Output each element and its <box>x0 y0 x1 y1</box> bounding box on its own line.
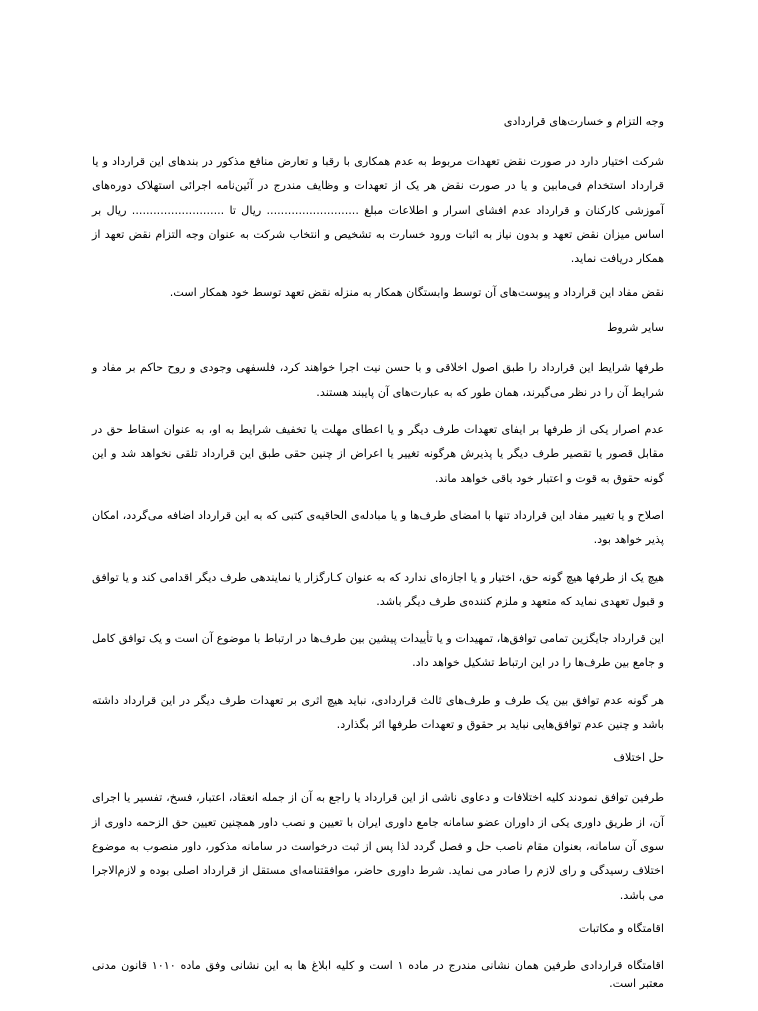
section-heading-penalty: وجه التزام و خسارت‌های قراردادی <box>503 115 664 128</box>
paragraph-no-waiver: عدم اصرار یکی از طرفها بر ایفای تعهدات طرف دیگر و یا اعطای مهلت یا تخفیف شرایط به او، به عنوان اسقاط حق در مقابل قصور یا تقصیر طرف دیگر یا پذیرش هرگونه تغییر یا اعراض از چنین حقی طبق این قرارداد تلقی نخواهد شد و این گونه حقوق به قوت و اعتبار خود باقی خواهد ماند. <box>92 423 664 485</box>
document-page <box>92 114 664 1011</box>
paragraph-penalty-amount: شرکت اختیار دارد در صورت نقض تعهدات مربوط به عدم همکاری با رقبا و تعارض منافع مذکور در بندهای این قرارداد و یا قرارداد استخدام فی‌مابین و یا در صورت نقض هر یک از تعهدات و وظایف مندرج در آئین‌نامه اجرائی استهلاک دوره‌های آموزشی کارکنان و قرارداد عدم افشای اسرار و اطلاعات مبلغ .......................... ریال تا .......................... ریال بر اساس میزان نقض تعهد و بدون نیاز به اثبات ورود خسارت به تشخیص و انتخاب شرکت به عنوان وجه التزام نقض تعهد از همکار دریافت نماید. <box>92 155 664 266</box>
paragraph-good-faith: طرفها شرایط این قرارداد را طبق اصول اخلاقی و با حسن نیت اجرا خواهند کرد، فلسفهی وجودی و روح حاکم بر مفاد و شرایط آن را در نظر می‌گیرند، همان طور که به عبارت‌های آن پایبند هستند. <box>92 361 664 399</box>
paragraph-dependents-breach: نقض مفاد این قرارداد و پیوست‌های آن توسط وابستگان همکار به منزله نقض تعهد توسط خود همکار است. <box>169 286 664 300</box>
section-heading-dispute-resolution: حل اختلاف <box>613 751 664 765</box>
paragraph-legal-address: اقامتگاه قراردادی طرفین همان نشانی مندرج در ماده ۱ است و کلیه ابلاغ ها به این نشانی وفق ماده ۱۰۱۰ قانون مدنی معتبر است. <box>92 958 664 990</box>
paragraph-entire-agreement: این قرارداد جایگزین تمامی توافق‌ها، تمهیدات و یا تأییدات پیشین بین طرف‌ها در ارتباط با موضوع آن است و یک توافق کامل و جامع بین طرف‌ها را در این ارتباط تشکیل خواهد داد. <box>92 632 664 670</box>
section-heading-other-terms: سایر شروط <box>607 321 664 335</box>
paragraph-third-party: هر گونه عدم توافق بین یک طرف و طرف‌های ثالث قراردادی، نباید هیچ اثری بر تعهدات طرف دیگر در این قرارداد داشته باشد و چنین عدم توافق‌هایی نباید بر حقوق و تعهدات طرفها اثر بگذارد. <box>92 693 664 732</box>
paragraph-no-agency: هیچ یک از طرفها هیچ گونه حق، اختیار و یا اجازه‌ای ندارد که به عنوان کـارگزار یا نمایندهی طرف دیگر اقدامی کند و یا توافق و قبول تعهدی نماید که متعهد و ملزم کننده‌ی طرف دیگر باشد. <box>92 570 664 608</box>
section-heading-domicile: اقامتگاه و مکاتبات <box>578 921 664 935</box>
paragraph-arbitration: طرفین توافق نمودند کلیه اختلافات و دعاوی ناشی از این قرارداد یا راجع به آن از جمله انعقاد، اعتبار، فسخ، تفسیر یا اجرای آن، از طریق داوری یکی از داوران عضو سامانه جامع داوری ایران با تعیین و نصب داور همچنین تعیین حق الزحمه داوری از سوی آن سامانه، بعنوان مقام ناصب حل و فصل گردد لذا پس از ثبت درخواست در سامانه مذکور، داور منصوب به موضوع اختلاف رسیدگی و رای لازم را صادر می نماید. شرط داوری حاضر، موافقتنامه‌ای مستقل از قرارداد اصلی بوده و لازم‌الاجرا می باشد. <box>92 791 664 902</box>
paragraph-amendment: اصلاح و یا تغییر مفاد این قرارداد تنها با امضای طرف‌ها و یا مبادله‌ی الحاقیه‌ی کتبی که به این قرارداد اضافه می‌گردد، امکان پذیر خواهد بود. <box>92 508 664 547</box>
